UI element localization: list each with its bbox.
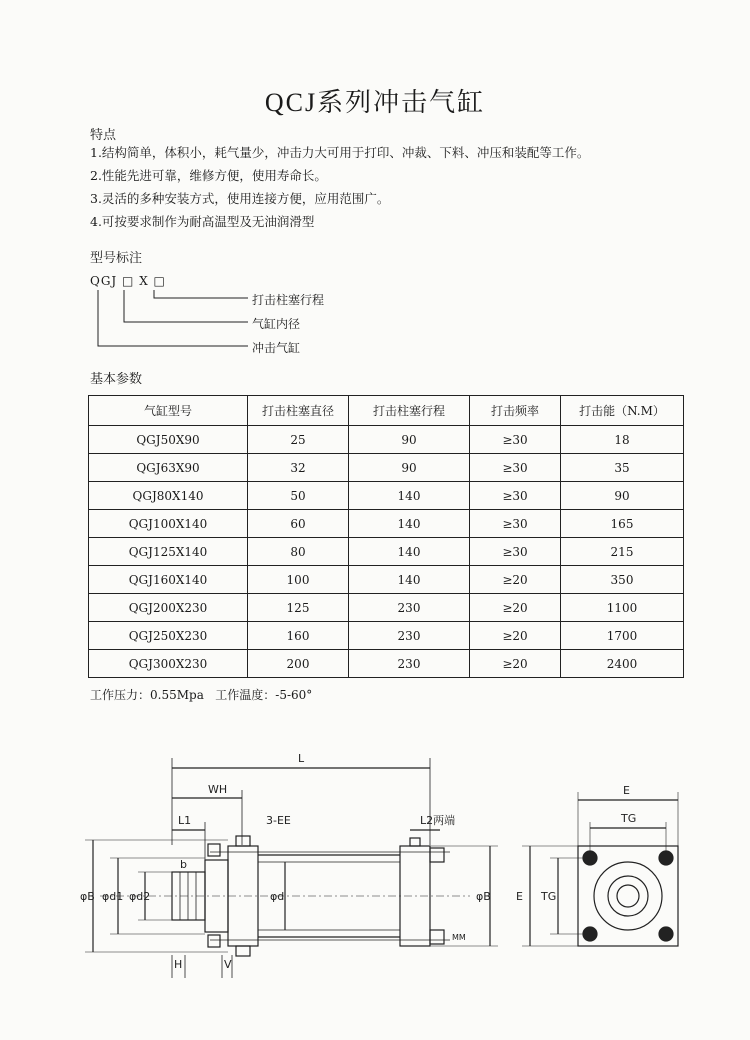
table-cell: QGJ100X140 xyxy=(89,510,248,538)
table-cell: 350 xyxy=(561,566,684,594)
table-cell: QGJ300X230 xyxy=(89,650,248,678)
table-cell: ≥30 xyxy=(470,426,561,454)
table-cell: QGJ160X140 xyxy=(89,566,248,594)
dim-label: φB xyxy=(476,890,491,903)
features-list xyxy=(90,141,589,233)
dim-label: E xyxy=(623,784,630,797)
table-cell: QGJ50X90 xyxy=(89,426,248,454)
dim-label: TG xyxy=(541,890,557,903)
table-row xyxy=(89,650,684,678)
dim-label: φB xyxy=(80,890,95,903)
table-cell: 80 xyxy=(248,538,349,566)
table-cell: 60 xyxy=(248,510,349,538)
params-table xyxy=(88,395,684,678)
table-header-row xyxy=(89,396,684,426)
table-cell: QGJ125X140 xyxy=(89,538,248,566)
table-cell: 140 xyxy=(349,538,470,566)
feature-item: 1.结构简单，体积小，耗气量少，冲击力大可用于打印、冲裁、下料、冲压和装配等工作。 xyxy=(90,145,590,160)
table-cell: ≥30 xyxy=(470,538,561,566)
dim-label: MM xyxy=(452,933,466,942)
table-cell: 100 xyxy=(248,566,349,594)
dim-label: b xyxy=(180,858,187,871)
dim-label: φd xyxy=(270,890,285,903)
table-header: 打击频率 xyxy=(470,396,561,426)
table-row xyxy=(89,482,684,510)
dim-label: TG xyxy=(621,812,637,825)
table-cell: ≥30 xyxy=(470,510,561,538)
table-header: 打击能（N.M） xyxy=(561,396,684,426)
dim-label: V xyxy=(224,958,232,971)
table-header: 打击柱塞直径 xyxy=(248,396,349,426)
cylinder-drawing xyxy=(0,740,750,1030)
table-cell: 140 xyxy=(349,482,470,510)
table-cell: 200 xyxy=(248,650,349,678)
table-cell: 90 xyxy=(349,426,470,454)
table-cell: QGJ80X140 xyxy=(89,482,248,510)
table-row xyxy=(89,538,684,566)
model-label-bore: 气缸内径 xyxy=(252,317,301,331)
table-row xyxy=(89,566,684,594)
dim-label: E xyxy=(516,890,523,903)
feature-item: 2.性能先进可靠，维修方便，使用寿命长。 xyxy=(90,168,327,183)
table-row xyxy=(89,510,684,538)
table-cell: 90 xyxy=(561,482,684,510)
table-cell: 90 xyxy=(349,454,470,482)
model-label-type: 冲击气缸 xyxy=(252,341,301,355)
table-cell: 230 xyxy=(349,594,470,622)
table-cell: 2400 xyxy=(561,650,684,678)
dim-label: WH xyxy=(208,783,228,796)
model-label-stroke: 打击柱塞行程 xyxy=(252,293,325,307)
table-cell: 32 xyxy=(248,454,349,482)
table-cell: ≥20 xyxy=(470,650,561,678)
table-cell: ≥30 xyxy=(470,482,561,510)
feature-item: 4.可按要求制作为耐高温型及无油润滑型 xyxy=(90,214,315,229)
dim-label: L1 xyxy=(178,814,192,827)
model-code: QGJ □ X □ xyxy=(90,274,166,288)
table-cell: 230 xyxy=(349,622,470,650)
table-cell: QGJ63X90 xyxy=(89,454,248,482)
table-header: 打击柱塞行程 xyxy=(349,396,470,426)
features-heading: 特点 xyxy=(90,128,117,143)
dim-label: H xyxy=(174,958,183,971)
table-cell: QGJ200X230 xyxy=(89,594,248,622)
dim-label: L xyxy=(298,752,305,765)
table-cell: ≥20 xyxy=(470,622,561,650)
table-cell: 140 xyxy=(349,566,470,594)
dim-label: φd2 xyxy=(129,890,151,903)
table-cell: ≥30 xyxy=(470,454,561,482)
table-cell: 50 xyxy=(248,482,349,510)
table-cell: 215 xyxy=(561,538,684,566)
table-cell: ≥20 xyxy=(470,594,561,622)
table-cell: 160 xyxy=(248,622,349,650)
table-row xyxy=(89,426,684,454)
table-cell: 1700 xyxy=(561,622,684,650)
feature-item: 3.灵活的多种安装方式，使用连接方便，应用范围广。 xyxy=(90,191,390,206)
table-cell: 25 xyxy=(248,426,349,454)
table-cell: QGJ250X230 xyxy=(89,622,248,650)
params-heading: 基本参数 xyxy=(90,372,143,387)
table-cell: 140 xyxy=(349,510,470,538)
dim-label: φd1 xyxy=(102,890,124,903)
table-cell: 18 xyxy=(561,426,684,454)
model-heading: 型号标注 xyxy=(90,251,143,266)
table-row xyxy=(89,454,684,482)
page-title: QCJ系列冲击气缸 xyxy=(264,88,486,117)
working-conditions: 工作压力：0.55Mpa 工作温度：-5-60° xyxy=(90,688,313,702)
table-cell: ≥20 xyxy=(470,566,561,594)
table-row xyxy=(89,622,684,650)
table-row xyxy=(89,594,684,622)
model-leader-lines xyxy=(88,284,268,360)
dim-label: L2两端 xyxy=(420,814,456,827)
table-cell: 1100 xyxy=(561,594,684,622)
table-cell: 230 xyxy=(349,650,470,678)
table-cell: 35 xyxy=(561,454,684,482)
table-cell: 165 xyxy=(561,510,684,538)
table-header: 气缸型号 xyxy=(89,396,248,426)
dim-label: 3-EE xyxy=(266,814,291,827)
table-cell: 125 xyxy=(248,594,349,622)
